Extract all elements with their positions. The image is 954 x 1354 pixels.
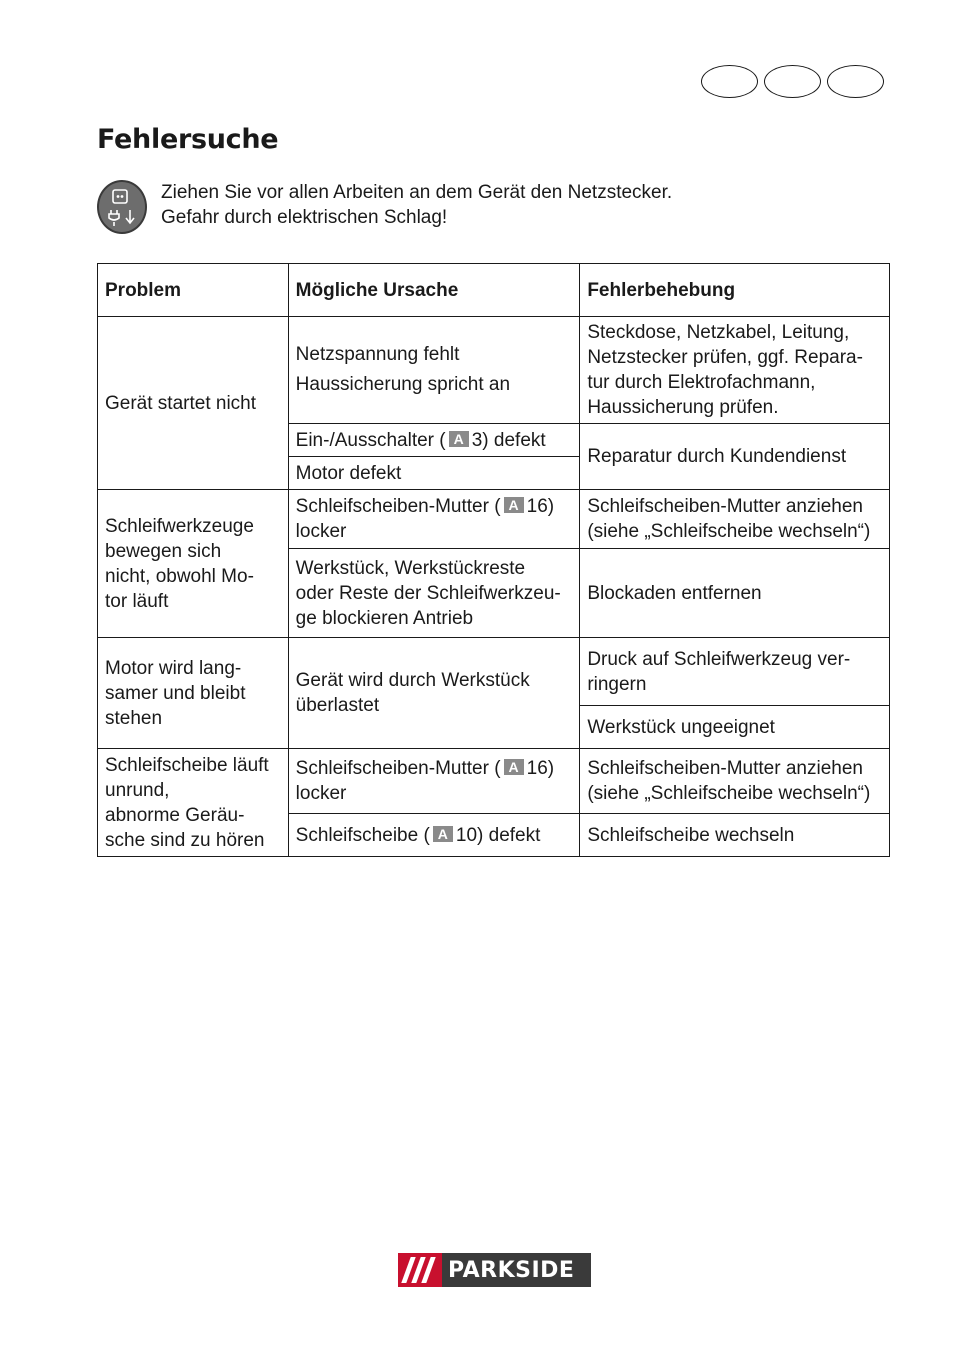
cell-text: 10) defekt: [455, 824, 541, 846]
cell-line: tor läuft: [105, 590, 169, 612]
cell-line: (siehe „Schleifscheibe wechseln“): [587, 521, 871, 542]
cell-line: Schleifscheiben-Mutter anziehen: [587, 758, 863, 779]
problem-cell: [98, 638, 289, 749]
cell-text: Ein-/Ausschalter (: [295, 429, 446, 451]
fix-cell: [580, 706, 890, 749]
fix-cell: [580, 814, 890, 857]
cell-line: ringern: [587, 673, 647, 695]
cell-line: Haussicherung prüfen.: [587, 397, 779, 418]
cell-line: nicht, obwohl Mo-: [105, 565, 254, 587]
table-header-row: [98, 264, 890, 317]
cause-cell: [288, 638, 580, 749]
table-row: [98, 638, 890, 706]
cell-line: Schleifscheibe wechseln: [587, 824, 795, 846]
cell-text: 16): [526, 496, 555, 517]
parkside-logo: [398, 1253, 591, 1287]
cell-line: Schleifscheiben-Mutter anziehen: [587, 496, 863, 517]
column-header: Problem: [98, 264, 289, 317]
cell-line: bewegen sich: [105, 540, 222, 562]
cell-line: tur durch Elektrofachmann,: [587, 372, 816, 393]
country-badge: [827, 65, 884, 98]
problem-cell: [98, 490, 289, 638]
warning-line: Ziehen Sie vor allen Arbeiten an dem Gerät den Netzstecker.: [161, 182, 673, 203]
cell-line: Druck auf Schleifwerkzeug ver-: [587, 648, 851, 670]
cell-text: Schleifscheiben-Mutter (: [295, 496, 501, 517]
cell-text: Schleifscheibe (: [295, 824, 430, 846]
cell-line: (siehe „Schleifscheibe wechseln“): [587, 783, 871, 804]
column-header: Mögliche Ursache: [288, 264, 580, 317]
cell-line: abnorme Geräu-: [105, 804, 245, 826]
fix-cell: [580, 638, 890, 706]
cell-line: samer und bleibt: [105, 682, 246, 704]
cell-line: locker: [295, 521, 347, 542]
cell-line: Werkstück, Werkstückreste: [295, 557, 526, 579]
fix-cell: [580, 317, 890, 424]
cell-line: Netzstecker prüfen, ggf. Repara-: [587, 347, 863, 368]
cell-line: unrund,: [105, 779, 170, 801]
cause-cell: [288, 814, 580, 857]
cause-cell: [288, 317, 580, 424]
cell-line: Gerät wird durch Werkstück: [295, 670, 530, 691]
cell-line: locker: [295, 783, 347, 804]
cell-text: 16): [526, 758, 555, 779]
warning-line: Gefahr durch elektrischen Schlag!: [161, 207, 448, 228]
cell-line: Reparatur durch Kundendienst: [587, 446, 847, 467]
cause-cell: [288, 549, 580, 638]
cell-text: Schleifscheiben-Mutter (: [295, 758, 501, 779]
logo-text: PARKSIDE: [442, 1253, 591, 1287]
cell-line: sche sind zu hören: [105, 829, 265, 851]
cell-line: überlastet: [295, 695, 380, 716]
cell-text: 3) defekt: [471, 429, 546, 451]
cell-line: oder Reste der Schleifwerkzeu-: [295, 582, 561, 604]
warning-note: [97, 180, 672, 234]
cell-line: Schleifwerkzeuge: [105, 515, 254, 537]
country-badge: [701, 65, 758, 98]
table-row: [98, 317, 890, 424]
cell-line: Netzspannung fehlt: [295, 344, 460, 365]
warning-text: [161, 180, 672, 230]
cell-line: ge blockieren Antrieb: [295, 607, 474, 629]
cell-line: Steckdose, Netzkabel, Leitung,: [587, 322, 850, 343]
cell-line: stehen: [105, 707, 163, 729]
country-badge: [764, 65, 821, 98]
cell-line: Gerät startet nicht: [105, 392, 257, 414]
fix-cell: [580, 749, 890, 814]
unplug-icon: [97, 180, 147, 234]
cell-line: Haussicherung spricht an: [295, 374, 511, 395]
logo-slashes: [398, 1253, 442, 1287]
column-header: Fehlerbehebung: [580, 264, 890, 317]
table-row: [98, 490, 890, 549]
figure-ref-badge: A: [449, 431, 469, 447]
cell-line: Blockaden entfernen: [587, 582, 762, 604]
fix-cell: [580, 424, 890, 490]
cause-cell: [288, 457, 580, 490]
troubleshooting-table: [97, 263, 890, 857]
figure-ref-badge: A: [504, 497, 524, 513]
country-badges: [701, 65, 884, 98]
fix-cell: [580, 490, 890, 549]
cause-cell: [288, 490, 580, 549]
fix-cell: [580, 549, 890, 638]
cause-cell: [288, 749, 580, 814]
cell-line: Schleifscheibe läuft: [105, 754, 269, 776]
cell-line: Motor defekt: [295, 462, 402, 484]
cell-line: Werkstück ungeeignet: [587, 716, 775, 738]
cell-line: Motor wird lang-: [105, 657, 242, 679]
figure-ref-badge: A: [433, 826, 453, 842]
table-row: [98, 749, 890, 814]
figure-ref-badge: A: [504, 759, 524, 775]
page-title: Fehlersuche: [97, 124, 279, 155]
cause-cell: [288, 424, 580, 457]
problem-cell: [98, 749, 289, 857]
problem-cell: [98, 317, 289, 490]
